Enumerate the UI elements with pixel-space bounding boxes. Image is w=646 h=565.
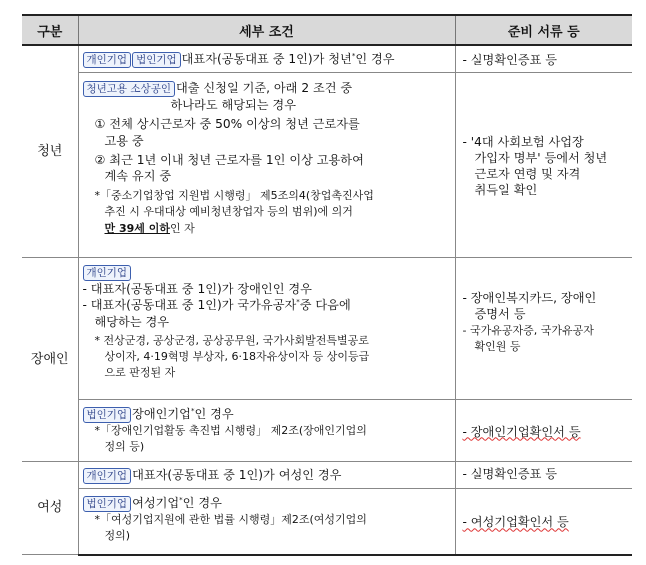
women-condition-2: [78, 489, 455, 555]
doc-text: - 실명확인증표 등: [462, 53, 558, 67]
disabled-note-line2: 상이자, 4·19혁명 부상자, 6·18자유상이자 등 상이등급: [104, 350, 370, 364]
youth-doc-line1: - '4대 사회보험 사업장: [462, 134, 584, 149]
women-ceo-text: 대표자(공동대표 중 1인)가 여성인 경우: [132, 468, 342, 483]
footnote-mark: *: [190, 407, 195, 416]
youth-cond-line1: 대출 신청일 기준, 아래 2 조건 중: [175, 81, 353, 96]
footnote-mark: *: [179, 496, 183, 505]
sole-proprietor-tag: 개인기업: [83, 468, 132, 484]
footnote-mark: *: [351, 51, 356, 60]
women-doc-1: - 실명확인증표 등: [462, 467, 558, 482]
sole-proprietor-tag: 개인기업: [83, 52, 132, 68]
youth-note-line1: *「중소기업창업 지원법 시행령」 제5조의4(창업촉진사업: [94, 189, 374, 203]
women-doc-cert-text: - 여성기업확인서 등: [462, 515, 569, 530]
age-limit: 만 39세 이하: [104, 221, 170, 235]
disabled-doc-line4: 확인원 등: [474, 339, 521, 353]
women-doc-cert: [463, 514, 627, 530]
youth-row-2: [22, 73, 632, 258]
disabled-note-line1: * 전상군경, 공상군경, 공상공무원, 국가사회발전특별공로: [94, 333, 369, 347]
youth-row-1: [22, 45, 632, 73]
youth-docs-2: [455, 73, 632, 258]
category-women: 여성: [22, 462, 78, 555]
disabled-docs-1: [455, 258, 632, 400]
disabled-line3: 해당하는 경우: [94, 314, 170, 329]
youth-condition-1: [78, 45, 455, 73]
youth-employer-tag: 청년고용 소상공인: [83, 81, 175, 97]
youth-item2-line1: ② 최근 1년 이내 청년 근로자를 1인 이상 고용하여: [94, 152, 364, 167]
disabled-row-1: [22, 258, 632, 400]
corporation-tag: 법인기업: [83, 496, 132, 512]
youth-doc-line4: 취득일 확인: [474, 183, 538, 198]
women-row-1: [22, 462, 632, 489]
disabled-line2b: 중 다음에: [299, 298, 351, 313]
youth-cond-line2: 하나라도 해당되는 경우: [170, 98, 296, 113]
age-limit-end: 인 자: [169, 221, 195, 235]
women-docs-1: [455, 462, 632, 489]
disabled-doc-cert: [463, 424, 627, 440]
women-note-line1: *「여성기업지원에 관한 법률 시행령」제2조(여성기업의: [94, 513, 367, 527]
disabled-row-2: [22, 400, 632, 462]
disabled-line1: - 대표자(공동대표 중 1인)가 장애인인 경우: [82, 282, 312, 297]
header-docs: 준비 서류 등: [455, 15, 632, 45]
youth-docs-1: [455, 45, 632, 73]
women-row-2: [22, 489, 632, 555]
youth-condition-2: [78, 73, 455, 258]
disabled-condition-1: [78, 258, 455, 400]
disabled-condition-2: [78, 400, 455, 462]
sole-proprietor-tag: 개인기업: [83, 265, 132, 281]
disabled-doc-cert-text: - 장애인기업확인서 등: [462, 424, 581, 439]
women-condition-1: [78, 462, 455, 489]
disabled-corp-note-line1: *「장애인기업활동 촉진법 시행령」 제2조(장애인기업의: [94, 424, 367, 438]
corporation-tag: 법인기업: [132, 52, 181, 68]
disabled-corp-note-line2: 정의 등): [104, 440, 145, 454]
category-youth: 청년: [22, 45, 78, 258]
youth-item2-line2: 계속 유지 중: [104, 169, 172, 184]
youth-doc-line2: 가입자 명부' 등에서 청년: [474, 151, 608, 165]
disabled-doc-line3: - 국가유공자증, 국가유공자: [462, 323, 594, 337]
women-note-line2: 정의): [104, 529, 131, 543]
women-corp-text-end: 인 경우: [182, 496, 222, 511]
youth-note-line3: [83, 221, 449, 237]
header-row: [22, 15, 632, 45]
youth-ceo-text-end: 인 경우: [355, 52, 395, 66]
disabled-note-line3: 으로 판정된 자: [104, 366, 176, 380]
header-category: 구분: [22, 15, 78, 45]
header-condition: 세부 조건: [78, 15, 455, 45]
conditions-table-sheet: [22, 14, 632, 554]
conditions-table: [22, 14, 632, 556]
disabled-doc-line2: 증명서 등: [474, 307, 526, 322]
disabled-corp-text-end: 인 경우: [194, 407, 234, 422]
corporation-tag: 법인기업: [83, 407, 132, 423]
youth-doc-line3: 근로자 연령 및 자격: [474, 167, 581, 182]
youth-item1-line1: ① 전체 상시근로자 중 50% 이상의 청년 근로자를: [94, 117, 360, 132]
disabled-line2: [83, 297, 449, 313]
women-corp-text: 여성기업: [132, 496, 180, 511]
disabled-line2a: - 대표자(공동대표 중 1인)가 국가유공자: [82, 298, 297, 313]
youth-ceo-text: 대표자(공동대표 중 1인)가 청년: [181, 52, 352, 66]
youth-note-line2: 추진 시 우대대상 예비청년창업자 등의 범위)에 의거: [104, 205, 353, 219]
category-disabled: 장애인: [22, 258, 78, 462]
youth-item1-line2: 고용 중: [104, 133, 144, 148]
women-docs-2: [455, 489, 632, 555]
footnote-mark: *: [296, 298, 300, 307]
disabled-docs-2: [455, 400, 632, 462]
disabled-doc-line1: - 장애인복지카드, 장애인: [462, 291, 597, 306]
disabled-corp-text: 장애인기업: [132, 407, 191, 422]
